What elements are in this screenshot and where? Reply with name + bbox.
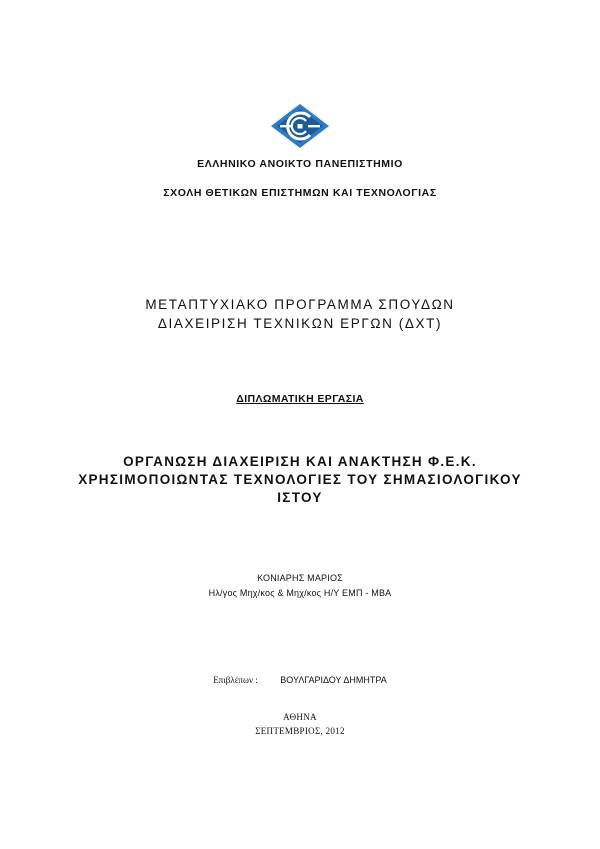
thesis-title-line-3: ΙΣΤΟΥ	[277, 490, 323, 505]
supervisor-line	[0, 675, 600, 685]
supervisor-name: ΒΟΥΛΓΑΡΙΔΟΥ ΔΗΜΗΤΡΑ	[280, 675, 387, 685]
thesis-title-line-2: ΧΡΗΣΙΜΟΠΟΙΩΝΤΑΣ ΤΕΧΝΟΛΟΓΙΕΣ ΤΟΥ ΣΗΜΑΣΙΟΛΟΓΙΚΟΥ	[78, 472, 522, 487]
school-name: ΣΧΟΛΗ ΘΕΤΙΚΩΝ ΕΠΙΣΤΗΜΩΝ ΚΑΙ ΤΕΧΝΟΛΟΓΙΑΣ	[163, 187, 437, 199]
thesis-title-line-1: ΟΡΓΑΝΩΣΗ ΔΙΑΧΕΙΡΙΣΗ ΚΑΙ ΑΝΑΚΤΗΣΗ Φ.Ε.Κ.	[123, 454, 477, 469]
university-logo-icon	[270, 103, 330, 149]
author-name: ΚΟΝΙΑΡΗΣ ΜΑΡΙΟΣ	[257, 573, 343, 583]
program-line-1: ΜΕΤΑΠΤΥΧΙΑΚΟ ΠΡΟΓΡΑΜΜΑ ΣΠΟΥΔΩΝ	[145, 297, 455, 312]
author-credentials: Ηλ/γος Μηχ/κος & Μηχ/κος Η/Υ ΕΜΠ - MBA	[208, 588, 392, 598]
document-type: ΔΙΠΛΩΜΑΤΙΚΗ ΕΡΓΑΣΙΑ	[236, 393, 364, 405]
supervisor-label: Επιβλέπων :	[213, 675, 258, 685]
city: ΑΘΗΝΑ	[283, 712, 317, 722]
program-line-2: ΔΙΑΧΕΙΡΙΣΗ ΤΕΧΝΙΚΩΝ ΕΡΓΩΝ (ΔΧΤ)	[157, 316, 443, 331]
university-name: ΕΛΛΗΝΙΚΟ ΑΝΟΙΚΤΟ ΠΑΝΕΠΙΣΤΗΜΙΟ	[197, 158, 403, 170]
date: ΣΕΠΤΕΜΒΡΙΟΣ, 2012	[255, 726, 345, 736]
